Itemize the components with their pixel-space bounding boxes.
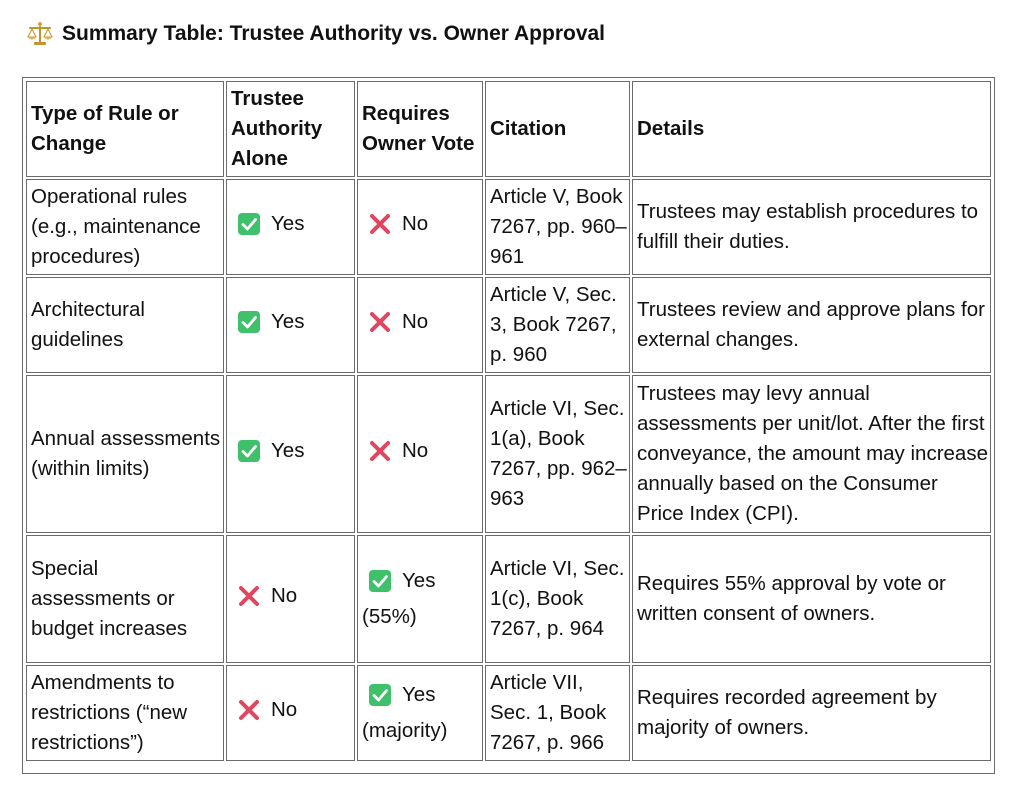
cell-trustee	[226, 535, 355, 663]
cell-owner	[357, 665, 483, 761]
check-mark-icon	[237, 212, 261, 236]
table-row	[26, 277, 991, 373]
cell-citation: Article VII, Sec. 1, Book 7267, p. 966	[485, 665, 630, 761]
cross-mark-icon	[368, 212, 392, 236]
scales-icon	[26, 20, 54, 48]
header-details: Details	[632, 81, 991, 177]
owner-status	[362, 209, 428, 239]
cell-type: Special assessments or budget increases	[26, 535, 224, 663]
status-note: (55%)	[362, 605, 417, 628]
cell-type: Amendments to restrictions (“new restrictions”)	[26, 665, 224, 761]
owner-status	[362, 566, 435, 596]
cell-owner	[357, 375, 483, 533]
table-row	[26, 375, 991, 533]
header-citation: Citation	[485, 81, 630, 177]
cell-trustee	[226, 375, 355, 533]
table-header-row	[26, 81, 991, 177]
cell-type: Operational rules (e.g., maintenance procedures)	[26, 179, 224, 275]
cell-owner	[357, 277, 483, 373]
status-note: (majority)	[362, 719, 448, 742]
cell-trustee	[226, 665, 355, 761]
table-row	[26, 179, 991, 275]
cell-trustee	[226, 277, 355, 373]
check-mark-icon	[237, 310, 261, 334]
cell-citation: Article V, Book 7267, pp. 960–961	[485, 179, 630, 275]
cell-owner	[357, 535, 483, 663]
cell-type: Annual assessments (within limits)	[26, 375, 224, 533]
cross-mark-icon	[368, 439, 392, 463]
cell-type: Architectural guidelines	[26, 277, 224, 373]
cross-mark-icon	[368, 310, 392, 334]
trustee-status	[231, 436, 304, 466]
cell-details: Trustees may levy annual assessments per unit/lot. After the first conveyance, the amount may increase annually based on the Consumer Price Index (CPI).	[632, 375, 991, 533]
cross-mark-icon	[237, 584, 261, 608]
status-label: No	[402, 439, 429, 462]
cell-citation: Article VI, Sec. 1(a), Book 7267, pp. 962–963	[485, 375, 630, 533]
page-heading	[26, 18, 605, 50]
status-label: Yes	[271, 212, 305, 235]
cross-mark-icon	[237, 698, 261, 722]
status-label: No	[271, 584, 298, 607]
status-label: No	[271, 698, 298, 721]
cell-details: Trustees review and approve plans for external changes.	[632, 277, 991, 373]
trustee-status	[231, 581, 297, 611]
owner-status	[362, 307, 428, 337]
cell-details: Requires 55% approval by vote or written consent of owners.	[632, 535, 991, 663]
header-trustee: Trustee Authority Alone	[226, 81, 355, 177]
trustee-status	[231, 209, 304, 239]
check-mark-icon	[368, 569, 392, 593]
cell-citation: Article V, Sec. 3, Book 7267, p. 960	[485, 277, 630, 373]
status-label: Yes	[402, 569, 436, 592]
owner-status	[362, 436, 428, 466]
summary-table	[24, 79, 993, 763]
status-label: No	[402, 212, 429, 235]
cell-details: Trustees may establish procedures to fulfill their duties.	[632, 179, 991, 275]
header-owner: Requires Owner Vote	[357, 81, 483, 177]
trustee-status	[231, 695, 297, 725]
status-label: Yes	[271, 439, 305, 462]
table-row	[26, 665, 991, 761]
check-mark-icon	[237, 439, 261, 463]
cell-details: Requires recorded agreement by majority of owners.	[632, 665, 991, 761]
status-label: No	[402, 310, 429, 333]
trustee-status	[231, 307, 304, 337]
status-label: Yes	[271, 310, 305, 333]
page-title: Summary Table: Trustee Authority vs. Owner Approval	[62, 22, 606, 45]
check-mark-icon	[368, 683, 392, 707]
cell-owner	[357, 179, 483, 275]
header-type: Type of Rule or Change	[26, 81, 224, 177]
table-row	[26, 535, 991, 663]
status-label: Yes	[402, 683, 436, 706]
cell-trustee	[226, 179, 355, 275]
owner-status	[362, 680, 435, 710]
cell-citation: Article VI, Sec. 1(c), Book 7267, p. 964	[485, 535, 630, 663]
